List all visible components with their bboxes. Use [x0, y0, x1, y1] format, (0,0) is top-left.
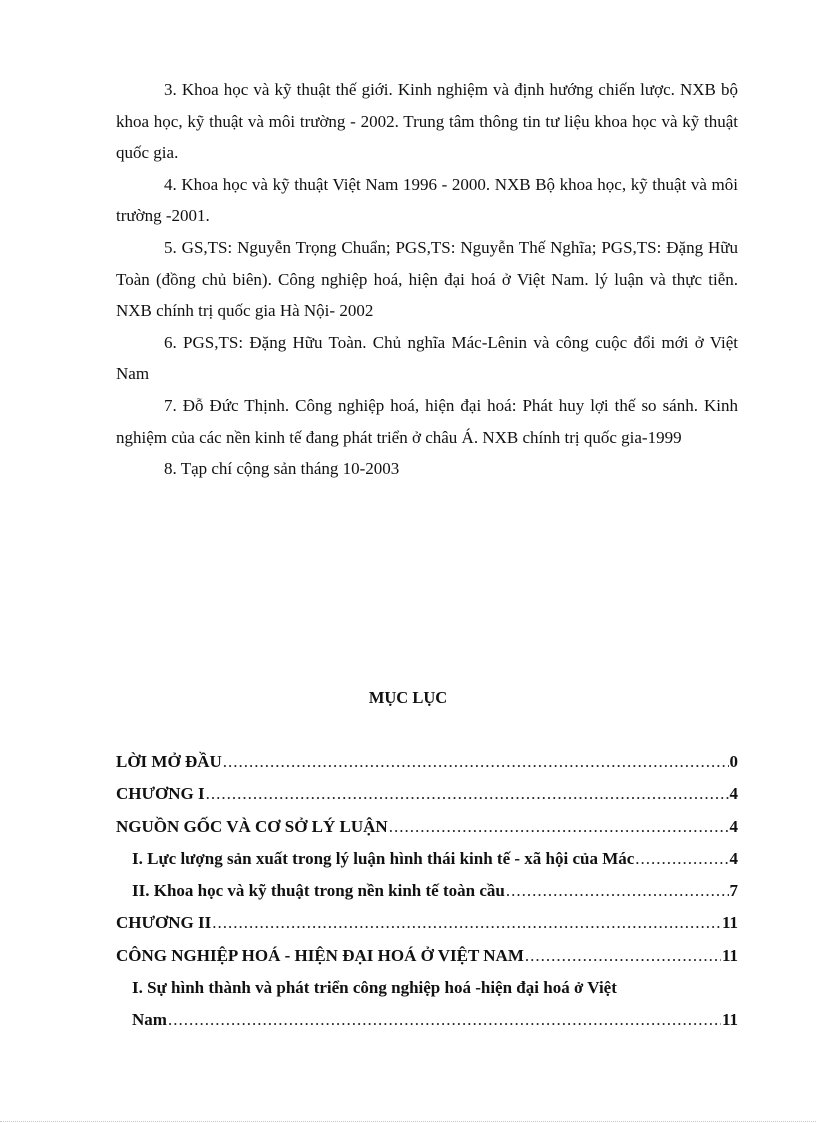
toc-entry[interactable] [116, 849, 738, 881]
toc-leader-dots [223, 752, 729, 772]
toc-entry[interactable] [116, 752, 738, 784]
toc-entry-text: I. Sự hình thành và phát triển công nghiệp hoá -hiện đại hoá ở Việt [132, 978, 617, 998]
reference-item: 8. Tạp chí cộng sản tháng 10-2003 [164, 459, 400, 479]
toc-leader-dots [506, 881, 729, 901]
toc-entry-text: Nam [132, 1010, 167, 1030]
toc-entry-text: II. Khoa học và kỹ thuật trong nền kinh tế toàn cầu [132, 881, 505, 901]
toc-leader-dots [212, 913, 721, 933]
toc-leader-dots [525, 946, 721, 966]
toc-entry-page: 0 [729, 752, 738, 771]
reference-item: 3. Khoa học và kỹ thuật thế giới. Kinh nghiệm và định hướng chiến lược. NXB bộ khoa học, kỹ thuật và môi trường - 2002. Trung tâm thông tin tư liệu khoa học và kỹ thuật quốc gia. [116, 80, 738, 163]
toc-leader-dots [206, 784, 729, 804]
toc-entry[interactable] [116, 784, 738, 816]
toc-entry-text: NGUỒN GỐC VÀ CƠ SỞ LÝ LUẬN [116, 816, 388, 836]
reference-item: 4. Khoa học và kỹ thuật Việt Nam 1996 - 2000. NXB Bộ khoa học, kỹ thuật và môi trường -2001. [116, 174, 738, 226]
toc-entry-page: 11 [721, 1010, 738, 1030]
toc-entry[interactable] [116, 978, 738, 1010]
toc-entry-continuation[interactable] [116, 1010, 738, 1042]
table-of-contents [116, 752, 738, 1043]
reference-item: 7. Đỗ Đức Thịnh. Công nghiệp hoá, hiện đại hoá: Phát huy lợi thế so sánh. Kinh nghiệm của các nền kinh tế đang phát triển ở châu Á. NXB chính trị quốc gia-1999 [116, 395, 738, 447]
toc-entry-page: 4 [729, 816, 738, 836]
toc-entry-page: 11 [721, 945, 738, 965]
toc-entry-page: 4 [729, 848, 738, 868]
toc-entry-page: 4 [729, 784, 738, 804]
reference-item: 6. PGS,TS: Đặng Hữu Toàn. Chủ nghĩa Mác-Lênin và công cuộc đổi mới ở Việt Nam [116, 332, 738, 384]
toc-entry-text: CÔNG NGHIỆP HOÁ - HIỆN ĐẠI HOÁ Ở VIỆT NAM [116, 945, 524, 965]
toc-entry[interactable] [116, 817, 738, 849]
toc-entry[interactable] [116, 881, 738, 913]
toc-entry[interactable] [116, 913, 738, 945]
toc-entry-text: I. Lực lượng sản xuất trong lý luận hình thái kinh tế - xã hội của Mác [132, 848, 635, 868]
toc-entry-text: LỜI MỞ ĐẦU [116, 752, 222, 771]
toc-entry-page: 7 [729, 881, 738, 901]
toc-leader-dots [389, 817, 729, 837]
page-bottom-divider [0, 1121, 816, 1122]
toc-entry-text: CHƯƠNG II [116, 913, 212, 933]
toc-entry[interactable] [116, 946, 738, 978]
toc-entry-page: 11 [721, 913, 738, 933]
toc-leader-dots [635, 849, 728, 869]
toc-leader-dots [168, 1010, 721, 1030]
toc-entry-text: CHƯƠNG I [116, 784, 205, 804]
reference-list [116, 74, 738, 485]
toc-title: MỤC LỤC [368, 688, 448, 707]
reference-item: 5. GS,TS: Nguyễn Trọng Chuẩn; PGS,TS: Nguyễn Thế Nghĩa; PGS,TS: Đặng Hữu Toàn (đồng chủ biên). Công nghiệp hoá, hiện đại hoá ở Việt Nam. lý luận và thực tiễn. NXB chính trị quốc gia Hà Nội- 2002 [116, 237, 738, 321]
